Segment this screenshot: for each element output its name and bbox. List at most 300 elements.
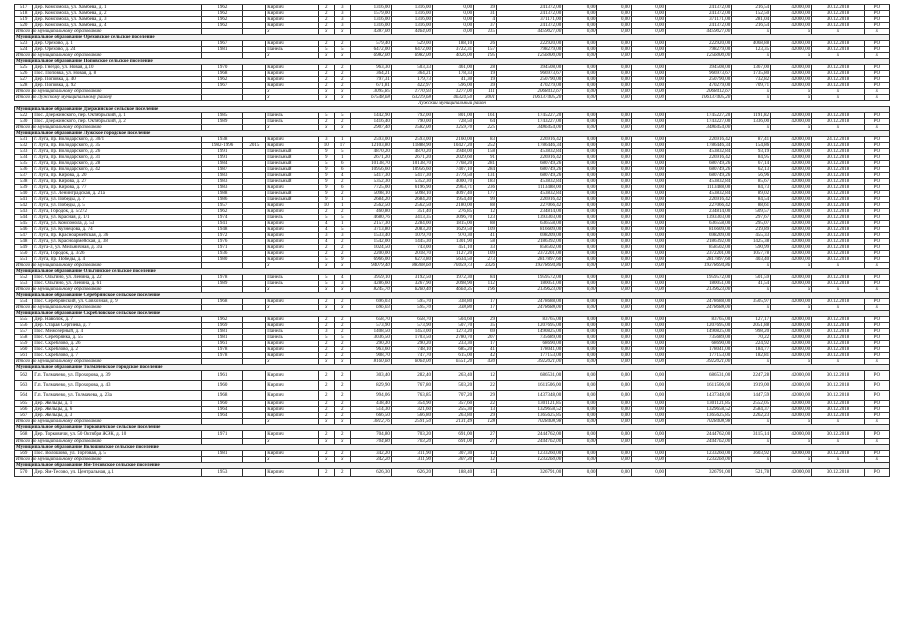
cell: 4464,00 (391, 29, 432, 35)
cell: 0,00 (597, 401, 631, 407)
cell: 10 (318, 143, 334, 149)
cell: 553 (15, 281, 33, 287)
cell: x (318, 359, 334, 365)
cell: x (864, 95, 889, 101)
cell: 2 (318, 323, 334, 329)
cell: 30.12.2018 (812, 381, 865, 391)
cell: 0,00 (631, 185, 665, 191)
cell: 0,00 (597, 439, 631, 445)
cell: 241372,00 (496, 11, 562, 17)
cell: 3267,90 (391, 281, 432, 287)
cell: 42000,00 (771, 227, 812, 233)
cell: 0,00 (597, 413, 631, 419)
cell: РО (864, 41, 889, 47)
cell: 63219,68 (391, 95, 432, 101)
cell: x (266, 439, 319, 445)
cell: x (266, 263, 319, 269)
cell: 10138,70 (350, 161, 391, 167)
cell: 680749,26 (496, 167, 562, 173)
cell: Дер. Ям-Тесово, ул. Центральная, д.1 (33, 469, 202, 477)
cell: 12 (474, 451, 497, 457)
cell: x (334, 29, 350, 35)
cell: 0,00 (563, 191, 597, 197)
cell: 30.12.2018 (812, 257, 865, 263)
cell: Пос. Ольгино, ул. Ленина, д. 61 (33, 281, 202, 287)
cell: 3036,50 (350, 335, 391, 341)
cell: x (864, 419, 889, 425)
cell: 2200,00 (350, 251, 391, 257)
cell: 2 (334, 347, 350, 353)
cell: 1057,78 (732, 251, 771, 257)
cell: РО (864, 251, 889, 257)
cell: 152,50 (732, 11, 771, 17)
cell: 7725,00 (350, 185, 391, 191)
cell: 1941 (202, 221, 243, 227)
cell: 42000,00 (771, 65, 812, 71)
cell: 470279,00 (496, 83, 562, 89)
cell: 30.12.2018 (812, 299, 865, 305)
cell: 3096,70 (432, 215, 473, 221)
cell: 0,00 (563, 5, 597, 11)
cell: 546 (15, 227, 33, 233)
cell: Дер. Комсомола, ул. Хомбева, д. 3 (33, 17, 202, 23)
cell: 3486454,00 (665, 125, 731, 131)
cell: 0,00 (563, 275, 597, 281)
cell: 1316,00 (350, 17, 391, 23)
cell: 0,00 (563, 95, 597, 101)
cell: г. Луга, пр. Кирова, д. 27 (33, 179, 202, 185)
cell: 545 (15, 221, 33, 227)
cell: x (732, 457, 771, 463)
cell: 281,04 (732, 17, 771, 23)
cell: 2186392,00 (665, 239, 731, 245)
cell: 0,00 (631, 341, 665, 347)
cell: 4870,20 (391, 149, 432, 155)
cell: 1968 (202, 299, 243, 305)
cell: 0,00 (631, 287, 665, 293)
cell: 41,54 (732, 281, 771, 287)
cell: 0,00 (563, 391, 597, 401)
cell (243, 371, 266, 381)
cell: 178041,00 (665, 347, 731, 353)
cell: x (812, 439, 865, 445)
cell: 0,00 (631, 413, 665, 419)
cell: РО (864, 451, 889, 457)
cell: 5 (318, 47, 334, 53)
cell: 2372201,00 (665, 251, 731, 257)
cell: x (266, 359, 319, 365)
cell: x (771, 419, 812, 425)
cell: 0,00 (432, 11, 473, 17)
cell: 680749,26 (496, 161, 562, 167)
cell: 816609,00 (496, 227, 562, 233)
cell: x (812, 89, 865, 95)
cell: 2 (334, 251, 350, 257)
cell: Дер. Поповка, д. 40 (33, 77, 202, 83)
cell: 0,00 (597, 161, 631, 167)
cell: Кирпич (266, 71, 319, 77)
cell: 42000,00 (771, 451, 812, 457)
cell: 728,50 (432, 119, 473, 125)
cell: 0,00 (563, 221, 597, 227)
cell: 704,80 (350, 439, 391, 445)
cell: 963,30 (350, 65, 391, 71)
cell: 42000,00 (771, 215, 812, 221)
municipality-name: Муниципальное образование Дзержинское сельское поселение (15, 107, 890, 113)
cell: 12 (474, 457, 497, 463)
cell: 2 (334, 323, 350, 329)
cell: 42000,00 (771, 149, 812, 155)
cell: 83765,00 (496, 317, 562, 323)
cell: 707,20 (432, 391, 473, 401)
cell: 226916,42 (496, 197, 562, 203)
cell: 517 (15, 5, 33, 11)
cell: 0,00 (597, 329, 631, 335)
cell: 0,00 (631, 221, 665, 227)
cell: 30.12.2018 (812, 83, 865, 89)
cell: РО (864, 209, 889, 215)
cell: 12 (474, 371, 497, 381)
cell: Дер. Орехово, д. 24 (33, 47, 202, 53)
cell: 1582,00 (391, 125, 432, 131)
cell: 68690,00 (496, 341, 562, 347)
cell: РО (864, 17, 889, 23)
cell: РО (864, 11, 889, 17)
cell: Г.п. Толмачево, ул. Прохорова, д. 43 (33, 381, 202, 391)
cell: РО (864, 401, 889, 407)
cell: 2593,00 (350, 137, 391, 143)
cell: г. Луга, пр. Кирова, д. 77 (33, 185, 202, 191)
cell: 0,00 (563, 305, 597, 311)
cell: 595,70 (391, 299, 432, 305)
cell: Итого по муниципальному образованию (16, 419, 102, 424)
cell: 0,00 (563, 239, 597, 245)
cell: 94079,40 (350, 263, 391, 269)
cell: 1983 (202, 179, 243, 185)
cell: 178,33 (432, 71, 473, 77)
cell: 10956,60 (350, 167, 391, 173)
cell: 2963,71 (432, 185, 473, 191)
cell: 3 (334, 23, 350, 29)
cell: 42000,00 (771, 317, 812, 323)
cell: 0,00 (563, 257, 597, 263)
cell: 157 (474, 47, 497, 53)
cell: РО (864, 341, 889, 347)
cell: 30.12.2018 (812, 65, 865, 71)
cell: 1024,50 (350, 245, 391, 251)
cell: 509,57 (732, 209, 771, 215)
cell: 30.12.2018 (812, 167, 865, 173)
cell: 5098,10 (350, 191, 391, 197)
cell: 0,00 (563, 125, 597, 131)
cell: x (732, 439, 771, 445)
cell: 226916,42 (665, 137, 731, 143)
cell: РО (864, 155, 889, 161)
cell: 282,40 (391, 371, 432, 381)
cell: г. Луга, ул. Красная, д. 1/1 (33, 215, 202, 221)
cell: Итого по Лужскому муниципальному району (16, 95, 113, 100)
cell: 154,86 (732, 143, 771, 149)
cell: РО (864, 203, 889, 209)
cell: 4870,20 (350, 149, 391, 155)
cell: 0,00 (597, 77, 631, 83)
cell: 62,13 (732, 167, 771, 173)
cell: 35 (474, 323, 497, 329)
cell: 1533,40 (350, 233, 391, 239)
cell: 364,21 (391, 71, 432, 77)
cell: 1301121,85 (665, 401, 731, 407)
cell: 1743227,00 (496, 119, 562, 125)
cell: 30.12.2018 (812, 215, 865, 221)
cell: 2 (334, 41, 350, 47)
cell: 2139623,00 (496, 287, 562, 293)
cell: 196 (474, 287, 497, 293)
cell: Дер. Жельцы, д. 3 (33, 413, 202, 419)
cell: 3 (334, 11, 350, 17)
cell: 30.12.2018 (812, 335, 865, 341)
cell: 179,73 (391, 77, 432, 83)
cell: 4387,00 (350, 29, 391, 35)
cell: 0,00 (597, 113, 631, 119)
cell: 99 (474, 197, 497, 203)
cell: 685,20 (432, 347, 473, 353)
cell: 1981 (202, 47, 243, 53)
cell: 696,03 (350, 305, 391, 311)
cell: 0,00 (432, 29, 473, 35)
cell: 767,80 (391, 381, 432, 391)
cell: 241372,00 (665, 23, 731, 29)
cell: 42000,00 (771, 245, 812, 251)
cell: 0,00 (631, 451, 665, 457)
cell: 4 (474, 17, 497, 23)
cell: 41,30 (432, 77, 473, 83)
cell: 161 (474, 113, 497, 119)
cell: 2 (318, 353, 334, 359)
cell: 8160,60 (350, 359, 391, 365)
cell: Итого по муниципальному образованию (16, 263, 102, 268)
cell: 5 (334, 113, 350, 119)
cell: 364,21 (350, 71, 391, 77)
cell: 2 (334, 209, 350, 215)
cell: 1986 (202, 197, 243, 203)
cell: 5 (334, 227, 350, 233)
cell: 2 (334, 71, 350, 77)
cell: 0,00 (597, 95, 631, 101)
cell: 7768,20 (432, 161, 473, 167)
cell: 0,00 (597, 347, 631, 353)
cell: РО (864, 113, 889, 119)
cell: 0,00 (631, 275, 665, 281)
cell: Панельный (266, 167, 319, 173)
cell: 1301121,85 (496, 401, 562, 407)
cell: 42000,00 (771, 391, 812, 401)
cell: 0,00 (597, 155, 631, 161)
cell: 544 (15, 215, 33, 221)
cell: 5 (334, 335, 350, 341)
cell: 2 (318, 245, 334, 251)
cell: 994,06 (350, 391, 391, 401)
cell: 19378694,86 (496, 263, 562, 269)
cell: 5352,30 (391, 179, 432, 185)
cell: Итого по муниципальному образованию (16, 305, 102, 310)
cell: x (266, 29, 319, 35)
cell: 1959572,00 (665, 275, 731, 281)
cell: Пос. Скреблово, д. 7 (33, 353, 202, 359)
cell: 798279,00 (496, 47, 562, 53)
cell: 0,00 (631, 173, 665, 179)
cell: Дер. Комсомола, ул. Хомбева, д. 4 (33, 23, 202, 29)
cell: 532 (15, 143, 33, 149)
cell: 207 (474, 335, 497, 341)
cell: 0,00 (631, 71, 665, 77)
cell: 4 (318, 239, 334, 245)
cell: 0,00 (631, 113, 665, 119)
cell: 0,00 (563, 65, 597, 71)
cell: г. Луга, Городок, д. 5/272 (33, 209, 202, 215)
cell: 0,00 (631, 65, 665, 71)
cell: 3 (334, 281, 350, 287)
cell: 0,00 (563, 431, 597, 439)
cell: РО (864, 191, 889, 197)
cell: РО (864, 143, 889, 149)
cell: x (318, 305, 334, 311)
cell: 680749,26 (496, 173, 562, 179)
cell: Итого по муниципальному образованию (16, 439, 102, 444)
cell: 455,33 (732, 233, 771, 239)
cell: 1365625,85 (496, 413, 562, 419)
cell: x (864, 125, 889, 131)
cell: 394508,00 (665, 65, 731, 71)
cell: 0,00 (631, 347, 665, 353)
cell: 590,99 (732, 245, 771, 251)
cell: 0,00 (563, 89, 597, 95)
cell: 537 (15, 173, 33, 179)
cell: 1703,50 (391, 335, 432, 341)
cell: 311,90 (391, 451, 432, 457)
cell (243, 391, 266, 401)
cell: РО (864, 233, 889, 239)
cell: x (812, 125, 865, 131)
housing-repair-register-table (14, 4, 890, 477)
cell: 0,00 (563, 407, 597, 413)
cell: 0,00 (563, 173, 597, 179)
cell: 461,00 (432, 65, 473, 71)
cell: 30.12.2018 (812, 203, 865, 209)
cell: 1962 (202, 23, 243, 29)
cell: Кирпич (266, 185, 319, 191)
cell: 1961 (202, 341, 243, 347)
cell: 24.12.2018 (812, 137, 865, 143)
cell: 542 (15, 203, 33, 209)
cell: 1991 (202, 149, 243, 155)
cell: 2444762,00 (665, 431, 731, 439)
cell: 42000,00 (771, 11, 812, 17)
cell: г. Луга, ул. Комсомола, д. 53 (33, 221, 202, 227)
cell: г. Луга, ул. Красноармейская, д. 38 (33, 239, 202, 245)
cell: 0,00 (631, 391, 665, 401)
cell: 0,00 (631, 359, 665, 365)
cell: 88 (474, 203, 497, 209)
cell: 0,00 (597, 305, 631, 311)
cell: 520 (15, 23, 33, 29)
cell: 1629,50 (432, 227, 473, 233)
cell: 1316,00 (350, 23, 391, 29)
cell: 2478688,00 (665, 299, 731, 305)
cell: 6 (334, 185, 350, 191)
cell: 295,07 (732, 221, 771, 227)
cell: 127,17 (732, 317, 771, 323)
cell: 0,00 (631, 215, 665, 221)
cell: x (334, 89, 350, 95)
cell: 2247,28 (732, 371, 771, 381)
cell: 0,00 (597, 419, 631, 425)
cell: 41 (474, 233, 497, 239)
cell: 735689,00 (496, 335, 562, 341)
cell: Пос. Серебрянский, ул. Совхозная, д. 9 (33, 299, 202, 305)
cell: 0,00 (563, 323, 597, 329)
cell: 1745227,20 (496, 113, 562, 119)
cell: 3948,00 (432, 149, 473, 155)
cell: 514,30 (350, 407, 391, 413)
cell: Итого по муниципальному образованию (16, 125, 102, 130)
cell: 0,00 (597, 233, 631, 239)
cell: 1079,70 (391, 233, 432, 239)
cell: 1980 (202, 257, 243, 263)
cell: 2 (334, 299, 350, 305)
cell: x (864, 53, 889, 59)
cell: 563 (15, 381, 33, 391)
cell: 0,00 (563, 167, 597, 173)
cell: 0,00 (563, 77, 597, 83)
cell: 42000,00 (771, 275, 812, 281)
cell: 158 (474, 149, 497, 155)
cell: Кирпич (266, 23, 319, 29)
cell: 109 (474, 251, 497, 257)
cell: 2131,49 (432, 419, 473, 425)
cell: x (266, 53, 319, 59)
cell: x (771, 287, 812, 293)
cell: 0,00 (631, 251, 665, 257)
cell: 4 (334, 275, 350, 281)
cell: 1490825,00 (665, 329, 731, 335)
cell: x (771, 53, 812, 59)
cell: 0,00 (597, 83, 631, 89)
cell: 42000,00 (771, 161, 812, 167)
cell: 1425,38 (732, 239, 771, 245)
cell: 2 (334, 353, 350, 359)
cell: 84,73 (732, 185, 771, 191)
cell: 0,00 (597, 323, 631, 329)
cell: x (864, 439, 889, 445)
cell: 2 (318, 407, 334, 413)
cell: Дер. Жельцы, д. 1 (33, 401, 202, 407)
cell: 735689,00 (665, 335, 731, 341)
cell: 0,00 (597, 469, 631, 477)
cell: 10427,20 (432, 143, 473, 149)
cell: 595,70 (391, 305, 432, 311)
cell: 503,20 (432, 381, 473, 391)
cell: 9 (334, 257, 350, 263)
cell: 106137405,20 (496, 95, 562, 101)
cell: 1962 (202, 11, 243, 17)
cell: 42000,00 (771, 323, 812, 329)
cell: 188,40 (432, 469, 473, 477)
cell: 2 (318, 317, 334, 323)
cell: 2 (334, 407, 350, 413)
cell: 0,00 (631, 263, 665, 269)
cell: x (334, 419, 350, 425)
cell: 560 (15, 347, 33, 353)
